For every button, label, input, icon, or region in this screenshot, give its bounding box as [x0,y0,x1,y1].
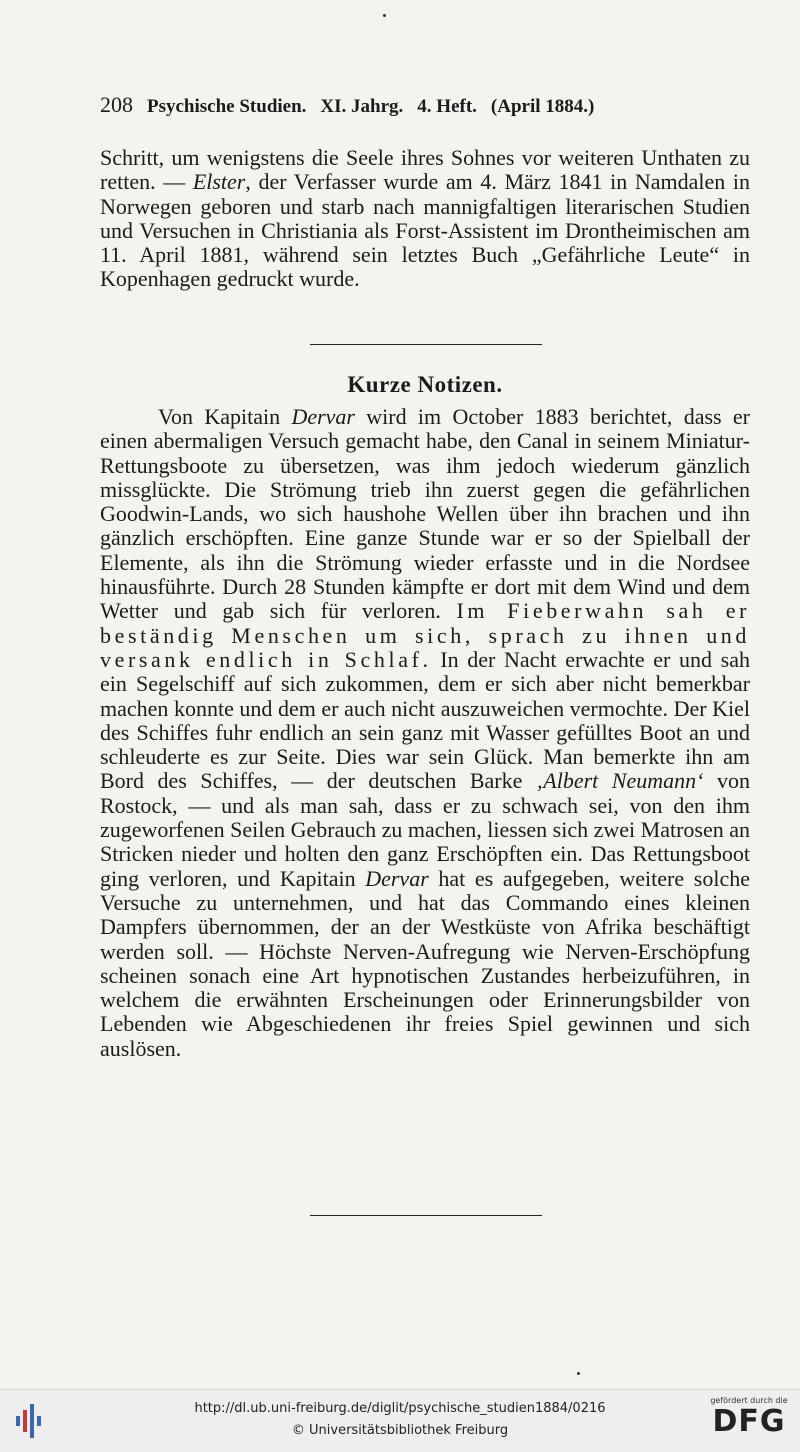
dfg-caption: gefördert durch die [710,1396,788,1405]
text-run: Von Kapitain [158,404,292,429]
copyright-notice: © Universitätsbibliothek Freiburg [291,1423,509,1438]
text-run: von Rostock, — und als man sah, dass er zu schwach sei, von den ihm zugeworfenen Seilen Gebrauch zu machen, liessen sich zwei Matrosen an Stricken nieder und holten den ganz Erschöpften ein. Das Rettungsboot ging verloren, und Kapitain [100,768,750,891]
end-divider [310,1215,542,1216]
notice-paragraph [100,405,750,1061]
captain-name: Dervar [291,404,355,429]
ship-name: ‚Albert Neumann‘ [535,768,704,794]
dfg-wordmark: DFG [712,1404,786,1439]
text-run: wird im October 1883 berichtet, dass er einen abermaligen Versuch gemacht habe, den Canal in seinem Miniatur-Rettungsboote zu übersetzen, was ihm jedoch wiederum gänzlich missglückte. Die Strömung trieb ihn zuerst gegen die gefährlichen Goodwin-Lands, wo sich haushohe Wellen über ihn brachen und ihn gänzlich erschöpften. Eine ganze Stunde war er so der Spielball der Elemente, als ihn die Strömung wieder erfasste und in die Nordsee hinausführte. Durch 28 Stunden kämpfte er dort mit dem Wind und dem Wetter und gab sich für verloren. [100,404,751,624]
journal-title: Psychische Studien. [147,96,307,117]
running-header [100,92,750,118]
dfg-logo [706,1396,792,1448]
author-name: Elster [192,169,246,195]
volume: XI. Jahrg. [320,96,404,117]
top-paragraph [100,146,750,292]
viewer-footer [0,1389,800,1452]
text-run: In der Nacht erwachte er und sah ein Segelschiff auf sich zukommen, dem er sich aber nicht bemerkbar machen konnte und dem er auch nicht auszuweichen vermochte. Der Kiel des Schiffes fuhr endlich an sein ganz mit Wasser gefülltes Boot an und schleuderte es zur Seite. Dies war sein Glück. Man bemerkte ihn am Bord des Schiffes, — der deutschen Barke [100,646,751,794]
text-run: Schritt, um wenigstens die Seele ihres Sohnes vor weiteren Unthaten zu retten. — [100,145,750,195]
scan-speck [577,1372,580,1375]
permalink-url[interactable]: http://dl.ub.uni-freiburg.de/diglit/psychische_studien1884/0216 [194,1401,606,1416]
captain-name: Dervar [365,865,429,891]
issue-date: (April 1884.) [490,96,595,117]
scan-speck [383,14,386,17]
text-run: , der Verfasser wurde am 4. März 1841 in Namdalen in Norwegen geboren und starb nach mannigfaltigen literarischen Studien und Versuchen in Christiania als Forst-Assistent im Drontheimischen am 11. April 1881, während sein letztes Buch „Gefährliche Leute“ in Kopenhagen gedruckt wurde. [100,169,750,292]
issue: 4. Heft. [417,96,477,117]
page-number: 208 [100,92,133,117]
section-title: Kurze Notizen. [347,372,503,397]
spaced-emphasis: Im Fieberwahn sah er beständig Menschen um sich, sprach zu ihnen und versank endlich in Schlaf. [100,598,750,672]
section-divider [310,344,542,345]
text-run: hat es aufgegeben, weitere solche Versuche zu unternehmen, und hat das Commando eines kleinen Dampfers übernommen, der an der Westküste von Afrika beschäftigt werden soll. — Höchste Nerven-Aufregung wie Nerven-Erschöpfung scheinen sonach eine Art hypnotischen Zustandes herbeizuführen, in welchem die erwähnten Erscheinungen oder Erinnerungsbilder von Lebenden wie Abgeschiedenen ihr freies Spiel gewinnen und sich auslösen. [100,865,750,1061]
